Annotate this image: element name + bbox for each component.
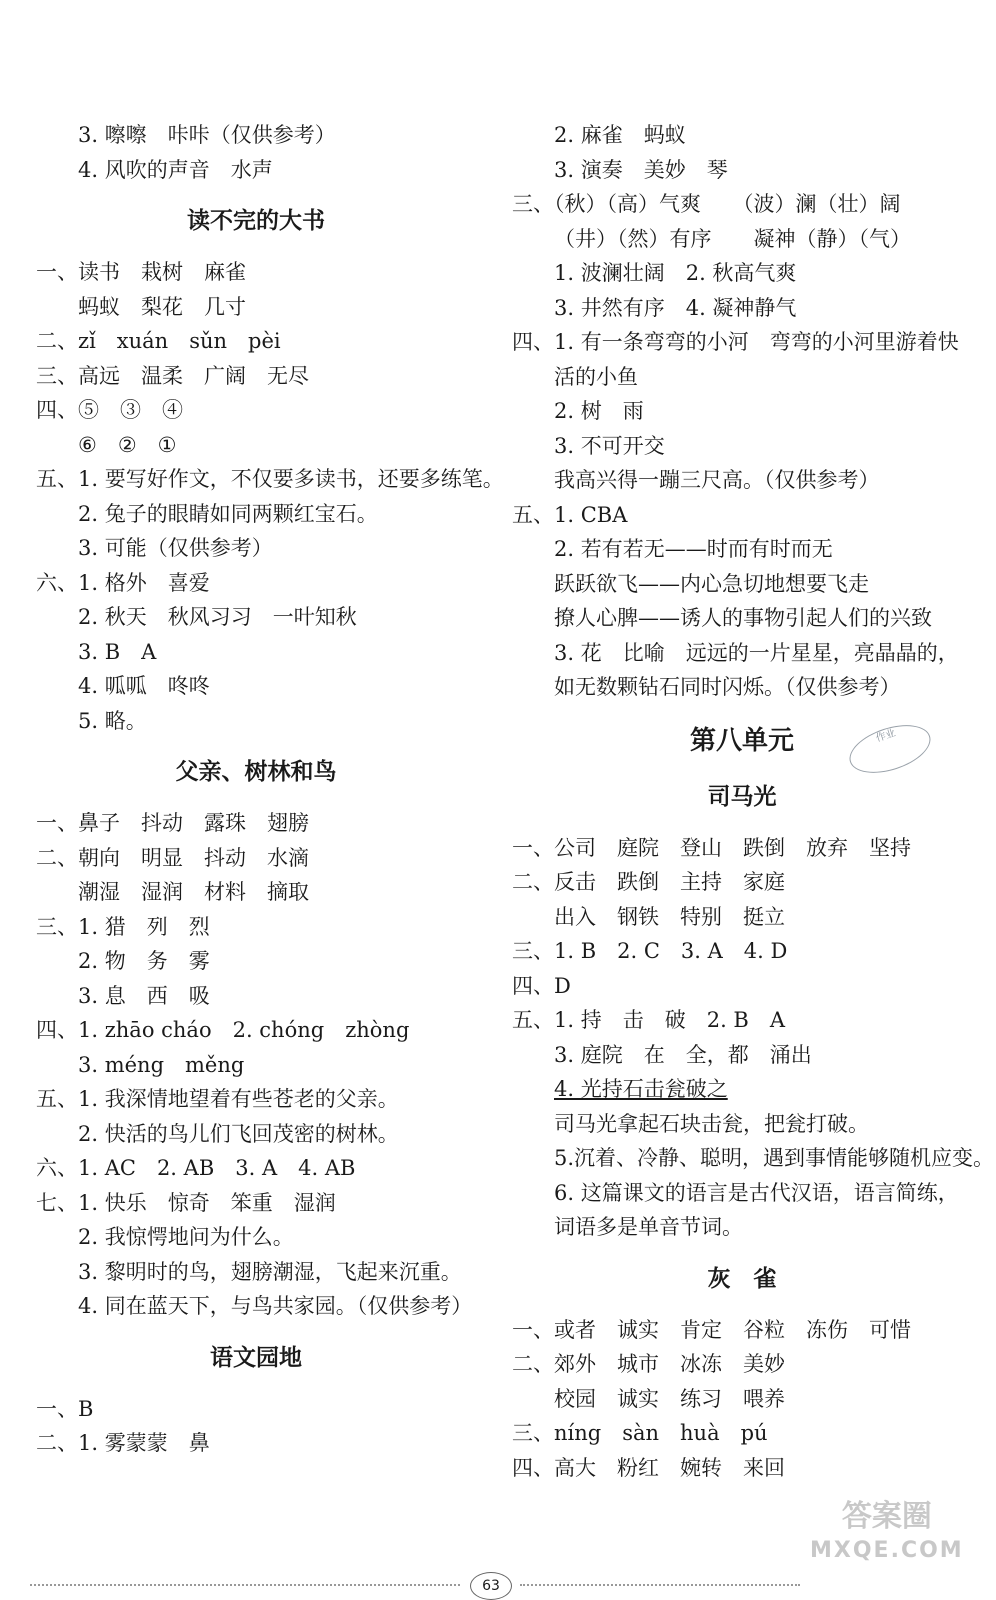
answer-line (512, 1141, 995, 1176)
footer-dots-left (30, 1584, 460, 1588)
answer-text: 五、1. 要写好作文，不仅要多读书，还要多练笔。 (36, 467, 504, 491)
answer-line (512, 463, 972, 498)
answer-line (36, 324, 476, 359)
answer-text: 1. 波澜壮阔 2. 秋高气爽 (554, 261, 797, 285)
answer-line (512, 532, 972, 567)
section-title-dubuwan: 读不完的大书 (187, 208, 325, 234)
answer-text: 三、1. 猎 列 烈 (36, 914, 210, 939)
answer-text: 二、1. 雾蒙蒙 鼻 (36, 1431, 210, 1455)
answer-text: 六、1. AC 2. AB 3. A 4. AB (36, 1156, 356, 1180)
answer-line (512, 222, 972, 257)
answer-text: 五、1. 我深情地望着有些苍老的父亲。 (36, 1087, 399, 1111)
answer-text: （井）（然）有序 凝神（静）（气） (554, 226, 911, 251)
answer-text: 4. 呱呱 咚咚 (78, 674, 210, 698)
answer-text: 跃跃欲飞——内心急切地想要飞走 (554, 571, 869, 596)
answer-line (512, 670, 972, 705)
answer-text: 五、1. 持 击 破 2. B A (512, 1008, 786, 1032)
answer-text: 三、níng sàn huà pú (512, 1421, 768, 1445)
answer-text: 词语多是单音节词。 (554, 1215, 743, 1239)
answer-text: 二、zǐ xuán sǔn pèi (36, 329, 281, 353)
answer-text: 四、1. zhāo cháo 2. chóng zhòng (36, 1018, 410, 1042)
answer-text: 2. 树 雨 (554, 399, 644, 423)
answer-line (36, 566, 476, 601)
answer-text: 6. 这篇课文的语言是古代汉语，语言简练， (554, 1180, 959, 1205)
answer-text: 二、朝向 明显 抖动 水滴 (36, 845, 309, 870)
answer-text: 2. 快活的鸟儿们飞回茂密的树林。 (78, 1121, 399, 1146)
answer-line (36, 841, 476, 876)
right-top-answers (512, 118, 972, 705)
answer-line (512, 1313, 972, 1348)
answer-line (512, 325, 972, 360)
answer-line (36, 1426, 476, 1461)
answer-line (36, 1220, 476, 1255)
answer-text: 3. 不可开交 (554, 433, 665, 458)
answer-line (36, 1255, 476, 1290)
answer-text: 3. 井然有序 4. 凝神静气 (554, 295, 797, 320)
answer-text: 如无数颗钻石同时闪烁。（仅供参考） (554, 675, 901, 699)
answer-line (512, 153, 972, 188)
answer-text: 二、反击 跌倒 主持 家庭 (512, 870, 785, 894)
answer-line (512, 187, 972, 222)
section-title-fuqin: 父亲、树林和鸟 (175, 759, 337, 785)
answer-line (512, 1347, 972, 1382)
answer-line (36, 359, 476, 394)
watermark-sub: MXQE.COM (810, 1538, 964, 1563)
answer-text: 3. 息 西 吸 (78, 983, 210, 1008)
answer-line (512, 900, 972, 935)
answer-line (36, 600, 476, 635)
answer-text: 三、（秋）（高）气爽 （波）澜（壮）阔 (512, 192, 901, 216)
answer-text: 三、高远 温柔 广阔 无尽 (36, 363, 309, 388)
watermark-main: 答案圈 (841, 1499, 932, 1534)
answer-line (512, 498, 972, 533)
answer-line (36, 910, 476, 945)
unit-title: 第八单元 (689, 725, 794, 756)
answer-line (36, 290, 476, 325)
answer-text: 5. 略。 (78, 708, 147, 733)
answer-line (36, 1151, 476, 1186)
answer-line (36, 1082, 476, 1117)
page-number: 63 (470, 1572, 512, 1600)
answer-line (36, 1186, 476, 1221)
answer-text: 2. 我惊愕地问为什么。 (78, 1225, 294, 1249)
answer-line (36, 704, 476, 739)
answer-line (36, 497, 476, 532)
answer-line (512, 256, 972, 291)
watermark-logo (810, 1500, 964, 1568)
section-title-yuwen-yuandi: 语文园地 (210, 1344, 302, 1371)
answer-text: 二、郊外 城市 冰冻 美妙 (512, 1352, 785, 1376)
answer-text: 一、或者 诚实 肯定 谷粒 冻伤 可惜 (512, 1317, 911, 1342)
answer-text: 2. 兔子的眼睛如同两颗红宝石。 (78, 501, 378, 526)
answer-text: 四、1. 有一条弯弯的小河 弯弯的小河里游着快 (512, 330, 959, 354)
answer-line (512, 1382, 972, 1417)
answer-line: 4. 风吹的声音 水声 (78, 157, 273, 182)
answer-line (512, 636, 972, 671)
answer-text: 三、1. B 2. C 3. A 4. D (512, 939, 788, 963)
answer-line (512, 1451, 972, 1486)
section-title-simaguang: 司马光 (707, 783, 777, 810)
section-huique-answers (512, 1313, 972, 1486)
answer-text: 4. 光持石击瓮破之 (554, 1077, 728, 1101)
answer-line (512, 291, 972, 326)
answer-line (512, 429, 972, 464)
answer-line (36, 1013, 476, 1048)
answer-line (36, 1289, 476, 1324)
section-dubuwan-answers (36, 255, 504, 738)
answer-text: 校园 诚实 练习 喂养 (554, 1386, 785, 1411)
answer-text: 六、1. 格外 喜爱 (36, 570, 210, 595)
answer-text: 五、1. CBA (512, 502, 628, 527)
answer-line (36, 806, 476, 841)
answer-text: 一、鼻子 抖动 露珠 翅膀 (36, 811, 309, 835)
answer-text: 一、读书 栽树 麻雀 (36, 260, 246, 284)
answer-text: 2. 若有若无——时而有时而无 (554, 537, 833, 561)
answer-text: 一、公司 庭院 登山 跌倒 放弃 坚持 (512, 835, 911, 860)
answer-line (36, 979, 476, 1014)
answer-line (36, 1117, 476, 1152)
section-title-huique: 灰 雀 (707, 1265, 777, 1292)
answer-line (36, 531, 476, 566)
left-top-answers (36, 118, 476, 187)
section-fuqin-answers (36, 806, 476, 1324)
stamp-text: 作业 (874, 727, 898, 745)
answer-line (512, 1003, 972, 1038)
answer-text: 潮湿 湿润 材料 摘取 (78, 880, 309, 904)
answer-line (36, 944, 476, 979)
answer-text: 一、B (36, 1396, 94, 1421)
answer-text: 七、1. 快乐 惊奇 笨重 湿润 (36, 1190, 336, 1215)
answer-line (36, 1392, 476, 1427)
answer-line (512, 118, 972, 153)
answer-line (36, 255, 476, 290)
answer-text: 3. 演奏 美妙 琴 (554, 157, 728, 182)
answer-line (512, 934, 972, 969)
answer-line (512, 865, 972, 900)
answer-line (36, 462, 504, 497)
answer-line (512, 831, 972, 866)
answer-text: 出入 钢铁 特别 挺立 (554, 904, 785, 929)
answer-line (36, 635, 476, 670)
answer-line (512, 1038, 972, 1073)
answer-line (512, 567, 972, 602)
answer-line (512, 1176, 972, 1211)
answer-line (512, 969, 972, 1004)
answer-line (36, 875, 476, 910)
answer-text: 四、高大 粉红 婉转 来回 (512, 1455, 785, 1480)
answer-text: 四、⑤ ③ ④ (36, 398, 183, 422)
answer-text: 蚂蚁 梨花 几寸 (78, 294, 246, 319)
answer-text: 3. 可能（仅供参考） (78, 536, 273, 560)
left-column (36, 118, 504, 1461)
answer-text: 司马光拿起石块击瓮，把瓮打破。 (554, 1111, 869, 1136)
answer-text: 撩人心脾——诱人的事物引起人们的兴致 (554, 606, 932, 630)
answer-line (512, 1072, 972, 1107)
answer-text: 3. 黎明时的鸟，翅膀潮湿，飞起来沉重。 (78, 1259, 462, 1284)
section-yuwen-yuandi-answers (36, 1392, 476, 1461)
answer-text: 我高兴得一蹦三尺高。（仅供参考） (554, 468, 880, 492)
answer-line (512, 1416, 972, 1451)
answer-line (36, 393, 476, 428)
answer-text: 3. 庭院 在 全，都 涌出 (554, 1042, 812, 1067)
answer-text: 四、D (512, 973, 571, 998)
right-column (512, 118, 995, 1485)
answer-line (36, 669, 476, 704)
answer-text: 3. méng měng (78, 1052, 245, 1077)
answer-text: 3. 花 比喻 远远的一片星星，亮晶晶的， (554, 640, 959, 665)
footer-dots-right (520, 1584, 800, 1588)
answer-text: 2. 麻雀 蚂蚁 (554, 123, 686, 147)
answer-line (36, 428, 476, 463)
answer-text: 2. 秋天 秋风习习 一叶知秋 (78, 605, 357, 629)
answer-line: 3. 嚓嚓 咔咔（仅供参考） (78, 123, 336, 147)
answer-text: 3. B A (78, 639, 157, 664)
section-simaguang-answers (512, 831, 995, 1245)
answer-text: 2. 物 务 雾 (78, 949, 210, 973)
answer-line (512, 360, 972, 395)
answer-line (512, 1210, 972, 1245)
answer-text: 4. 同在蓝天下，与鸟共家园。（仅供参考） (78, 1294, 473, 1318)
answer-line (512, 1107, 972, 1142)
answer-line (36, 1048, 476, 1083)
answer-line (512, 394, 972, 429)
answer-text: ⑥ ② ① (78, 432, 177, 457)
answer-text: 活的小鱼 (554, 364, 638, 389)
answer-text: 5.沉着、冷静、聪明，遇到事情能够随机应变。 (554, 1146, 995, 1170)
answer-line (512, 601, 972, 636)
